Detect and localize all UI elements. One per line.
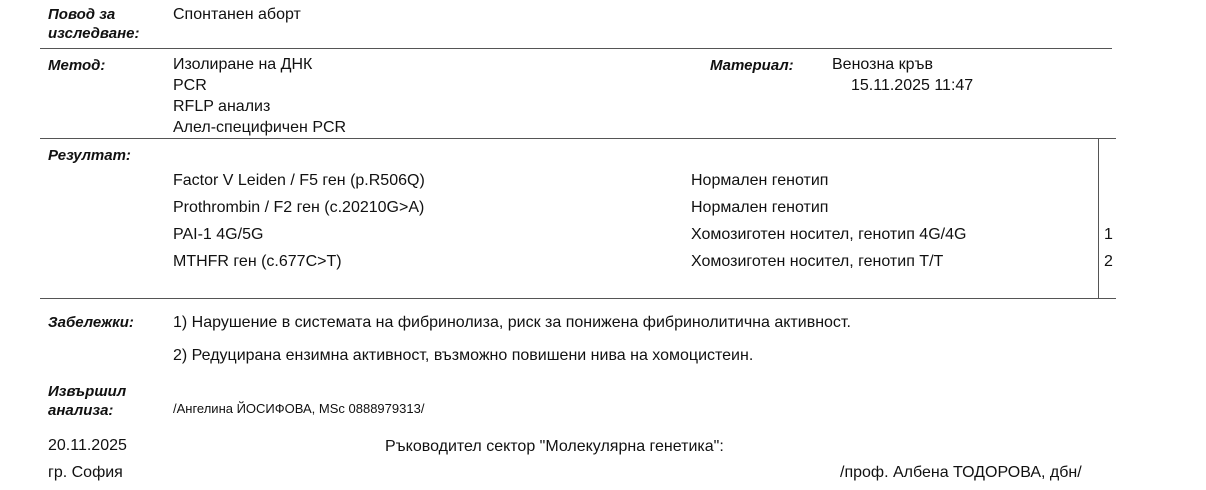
method-item: Изолиране на ДНК [173,56,313,73]
result-row-test: MTHFR ген (c.677C>T) [173,253,342,270]
method-item: PCR [173,77,207,94]
performed-label: Извършил анализа: [48,383,127,419]
material-value: Венозна кръв [832,56,934,73]
result-row-outcome: Нормален генотип [691,172,829,189]
report-city: гр. София [48,464,123,481]
remarks-label: Забележки: [48,314,134,331]
result-label: Резултат: [48,147,131,164]
result-row-outcome: Хомозиготен носител, генотип T/T [691,253,944,270]
result-row-note: 2 [1104,253,1113,270]
material-datetime: 15.11.2025 11:47 [851,77,974,94]
method-label: Метод: [48,57,106,74]
method-item: RFLP анализ [173,98,271,115]
result-row-test: Prothrombin / F2 ген (c.20210G>A) [173,199,425,216]
reason-value: Спонтанен аборт [173,6,301,23]
performed-value: /Ангелина ЙОСИФОВА, MSc 0888979313/ [173,401,425,416]
result-column-divider [1098,139,1099,299]
result-row-note: 1 [1104,226,1113,243]
remark-item: 1) Нарушение в системата на фибринолиза, риск за понижена фибринолитична активност. [173,314,851,331]
result-row-outcome: Нормален генотип [691,199,829,216]
method-list [173,54,346,138]
divider-result [40,298,1116,299]
method-item: Алел-специфичен PCR [173,119,347,136]
head-name: /проф. Албена ТОДОРОВА, дбн/ [840,464,1082,481]
result-row-test: PAI-1 4G/5G [173,226,264,243]
report-date: 20.11.2025 [48,437,127,454]
result-row-outcome: Хомозиготен носител, генотип 4G/4G [691,226,967,243]
reason-label: Повод за изследване: [48,6,140,42]
divider-top [40,48,1112,49]
material-label: Материал: [710,57,794,74]
divider-method [40,138,1116,139]
head-title: Ръководител сектор "Молекулярна генетика": [385,438,724,455]
result-row-test: Factor V Leiden / F5 ген (p.R506Q) [173,172,425,189]
remark-item: 2) Редуцирана ензимна активност, възможно повишени нива на хомоцистеин. [173,347,754,364]
